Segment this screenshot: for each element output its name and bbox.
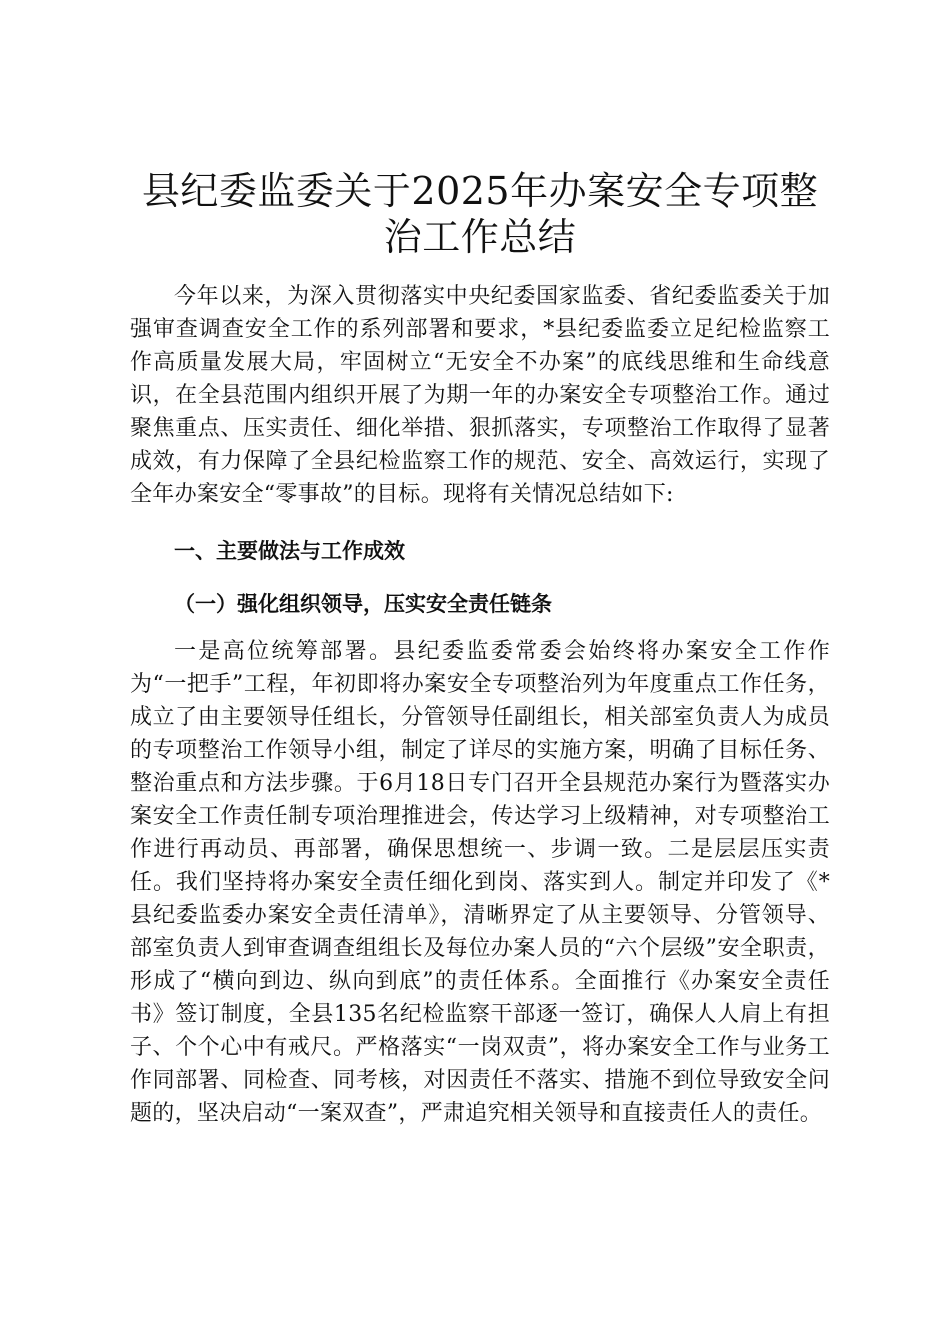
section-heading: 一、主要做法与工作成效 — [174, 539, 405, 563]
document-title: 县纪委监委关于2025年办案安全专项整治工作总结 — [141, 169, 819, 259]
body-paragraph: 一是高位统筹部署。县纪委监委常委会始终将办案安全工作作为“一把手”工程，年初即将办案安全专项整治列为年度重点工作任务，成立了由主要领导任组长，分管领导任副组长，相关部室负责人为成员的专项整治工作领导小组，制定了详尽的实施方案，明确了目标任务、整治重点和方法步骤。于6月18日专门召开全县规范办案行为暨落实办案安全工作责任制专项治理推进会，传达学习上级精神，对专项整治工作进行再动员、再部署，确保思想统一、步调一致。二是层层压实责任。我们坚持将办案安全责任细化到岗、落实到人。制定并印发了《*县纪委监委办案安全责任清单》，清晰界定了从主要领导、分管领导、部室负责人到审查调查组组长及每位办案人员的“六个层级”安全职责，形成了“横向到边、纵向到底”的责任体系。全面推行《办案安全责任书》签订制度，全县135名纪检监察干部逐一签订，确保人人肩上有担子、个个心中有戒尺。严格落实“一岗双责”，将办案安全工作与业务工作同部署、同检查、同考核，对因责任不落实、措施不到位导致安全问题的，坚决启动“一案双查”，严肃追究相关领导和直接责任人的责任。 — [130, 639, 830, 1126]
intro-paragraph: 今年以来，为深入贯彻落实中央纪委国家监委、省纪委监委关于加强审查调查安全工作的系列部署和要求，*县纪委监委立足纪检监察工作高质量发展大局，牢固树立“无安全不办案”的底线思维和生命线意识，在全县范围内组织开展了为期一年的办案安全专项整治工作。通过聚焦重点、压实责任、细化举措、狠抓落实，专项整治工作取得了显著成效，有力保障了全县纪检监察工作的规范、安全、高效运行，实现了全年办案安全“零事故”的目标。现将有关情况总结如下: — [130, 284, 830, 507]
document-content — [130, 168, 830, 1130]
subsection-heading: （一）强化组织领导，压实安全责任链条 — [174, 592, 552, 616]
